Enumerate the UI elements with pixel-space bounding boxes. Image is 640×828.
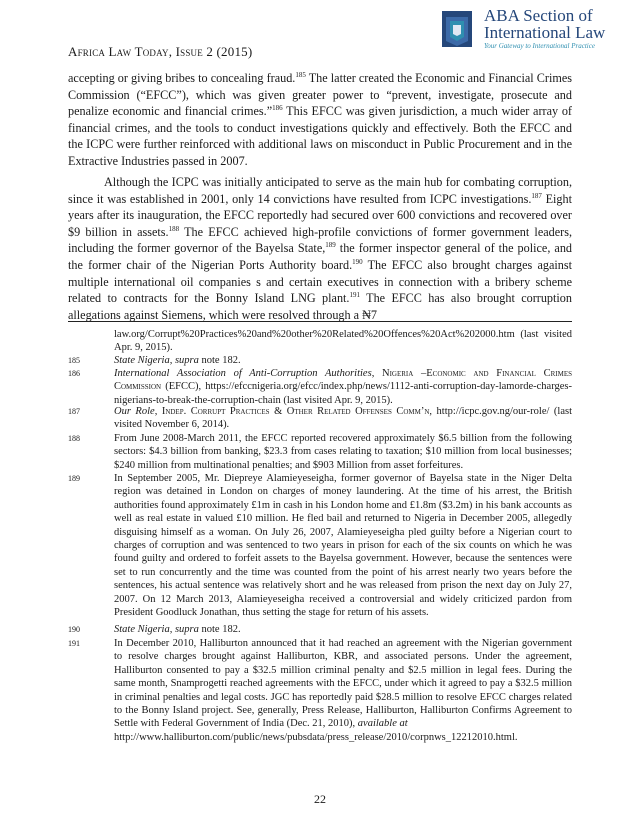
footnote-smallcaps: , Indep. Corrupt Practices & Other Related Offenses Comm’n xyxy=(154,406,430,417)
logo-line-1: ABA Section of xyxy=(484,6,593,25)
footnote-ref-186[interactable]: 186 xyxy=(272,104,283,113)
footnote-ref-189[interactable]: 189 xyxy=(325,241,336,250)
footnote-188 xyxy=(68,432,572,472)
footnote-186 xyxy=(68,367,572,407)
footnote-text: note 182. xyxy=(198,355,241,366)
logo-tagline: Your Gateway to International Practice xyxy=(484,42,595,50)
footnote-number: 186 xyxy=(68,369,80,378)
footnote-continued: law.org/Corrupt%20Practices%20and%20other%20Related%20Offences%20Act%202000.htm (last visited Apr. 9, 2015). xyxy=(114,329,572,354)
footnote-link-text[interactable]: (EFCC), https://efccnigeria.org/efcc/index.php/news/1112-anti-corruption-day-lamorde-charges-nigerians-to-break-the-corruption-chain (last visited Apr. 9, 2015). xyxy=(114,381,572,406)
footnote-link-text[interactable]: , http://icpc.gov.ng/our-role/ (last visited November 6, 2014). xyxy=(114,406,572,431)
paragraph-2 xyxy=(68,174,572,323)
footnote-number: 191 xyxy=(68,639,80,648)
footnote-text: From June 2008-March 2011, the EFCC reported recovered approximately $6.5 billion from the following sectors: $4.3 billion from banking, $23.3 from cases relating to taxation; $10 million from local businesses; $240 million from multinational penalties; and $903 Million from asset forfeitures. xyxy=(114,433,572,471)
footnote-text: In December 2010, Halliburton announced that it had reached an agreement with the Nigerian government to resolve charges brought against Halliburton, KBR, and associated persons. Under the agreement, Halliburton consented to pay a $32.5 million criminal penalty and $2.5 million in legal fees. During the same month, Snamprogetti reached agreements with the EFCC, under which it agreed to pay a $32.5 million in criminal penalties and legal costs. JGC has reportedly paid $28.5 million to resolve EFCC charges related to the Bonny Island project. See, generally, Press Release, Halliburton, Halliburton Confirms Agreement to Settle with Federal Government of India (Dec. 21, 2010), xyxy=(114,638,572,730)
p1-text-c: This EFCC was given jurisdiction, a much wider array of financial crimes, and the tools to conduct investigations quickly and effectively. Both the EFCC and the ICPC were further reinforced with additional laws on misconduct in Public Procurement and in the Extractive Industries passed in 2007. xyxy=(68,104,572,168)
footnote-text: In September 2005, Mr. Diepreye Alamieyeseigha, former governor of Bayelsa state in the Niger Delta region was detained in London on charges of money laundering. At the time of his arrest, the British authorities found approximately £1m in cash in his London home and £1.8m ($3.2m) in his bank accounts as well as real estate in valued £10 million. He fled bail and returned to Nigeria in December 2005, allegedly disguising himself as a woman. On July 26, 2007, Alamieyeseigha pled guilty before a Nigerian court to charges of corruption and was sentenced to two years in prison for each of the six counts on which he was found guilty and ordered to forfeit assets to the Bayelsa government. However, because the sentences were set to run concurrently and the time was counted from the point of his arrest nearly two years before the sentences, his actual sentence was relatively short and he was released from prison the next day on July 27, 2007. On 12 March 2013, Alamieyeseigha received a controversial and widely criticized pardon from President Goodluck Jonathan, thus setting the stage for return of his assets. xyxy=(114,473,572,619)
footnote-190 xyxy=(68,623,572,636)
paragraph-1 xyxy=(68,70,572,170)
footnote-italic: International Association of Anti-Corruption Authorities xyxy=(114,368,372,379)
page-number: 22 xyxy=(314,792,326,806)
footnote-189 xyxy=(68,472,572,619)
footnote-number: 189 xyxy=(68,474,80,483)
footnote-number: 187 xyxy=(68,407,80,416)
p2-text-f: The EFCC has also brought corruption allegations against Siemens, which were resolved through a ₦7 xyxy=(68,291,572,322)
footnote-number: 185 xyxy=(68,356,80,365)
running-header: Africa Law Today, Issue 2 (2015) xyxy=(68,44,253,59)
footnote-ref-185[interactable]: 185 xyxy=(295,70,306,79)
aba-emblem-icon xyxy=(440,9,474,49)
footnote-number: 188 xyxy=(68,434,80,443)
footnote-italic: Our Role xyxy=(114,406,155,417)
footnote-ref-191[interactable]: 191 xyxy=(349,291,360,300)
footnote-italic: available at xyxy=(357,718,408,730)
aba-logo xyxy=(440,6,610,56)
footnote-ref-188[interactable]: 188 xyxy=(168,224,180,233)
footnote-ref-190[interactable]: 190 xyxy=(352,257,363,266)
p1-text-b: The latter created the Economic and Financial Crimes Commission (“EFCC”), which was given greater power to “prevent, investigate, prosecute and penalize economic and financial crimes.” xyxy=(68,71,572,119)
footnote-italic: State Nigeria, supra xyxy=(114,355,199,366)
footnote-191 xyxy=(68,637,572,744)
p2-text-e: The EFCC also brought charges against multiple international oil companies s and certain executives in connection with a bribery scheme related to contracts for the Bonny Island LNG plant. xyxy=(68,257,572,306)
p2-text-a: Although the ICPC was initially anticipated to serve as the main hub for combating corruption, since it was established in 2001, only 14 convictions have resulted from ICPC investigations. xyxy=(68,175,572,206)
footnote-smallcaps: , Nigeria –Economic and Financial Crimes Commission xyxy=(114,368,572,393)
footnote-number: 190 xyxy=(68,625,80,634)
footnote-187 xyxy=(68,405,572,432)
footnote-ref-187[interactable]: 187 xyxy=(531,191,542,200)
logo-line-2: International Law xyxy=(484,23,606,42)
footnote-url[interactable]: http://www.halliburton.com/public/news/pubsdata/press_release/2010/corpnws_12212010.html. xyxy=(114,731,518,743)
p2-text-b: Eight years after its inauguration, the EFCC reportedly had secured over 600 convictions and recovered over $9 billion in assets. xyxy=(68,191,573,239)
footnote-italic: State Nigeria, supra xyxy=(114,624,199,635)
p2-text-d: the former inspector general of the police, and the former chair of the Nigerian Ports Authority board. xyxy=(68,241,573,272)
footnote-185 xyxy=(68,354,572,367)
footnote-divider xyxy=(68,321,572,322)
p1-text-a: accepting or giving bribes to concealing fraud. xyxy=(68,71,296,85)
p2-text-c: The EFCC achieved high-profile convictions of former government leaders, including the former governor of the Bayelsa State, xyxy=(68,224,572,256)
footnote-text: note 182. xyxy=(198,624,241,635)
